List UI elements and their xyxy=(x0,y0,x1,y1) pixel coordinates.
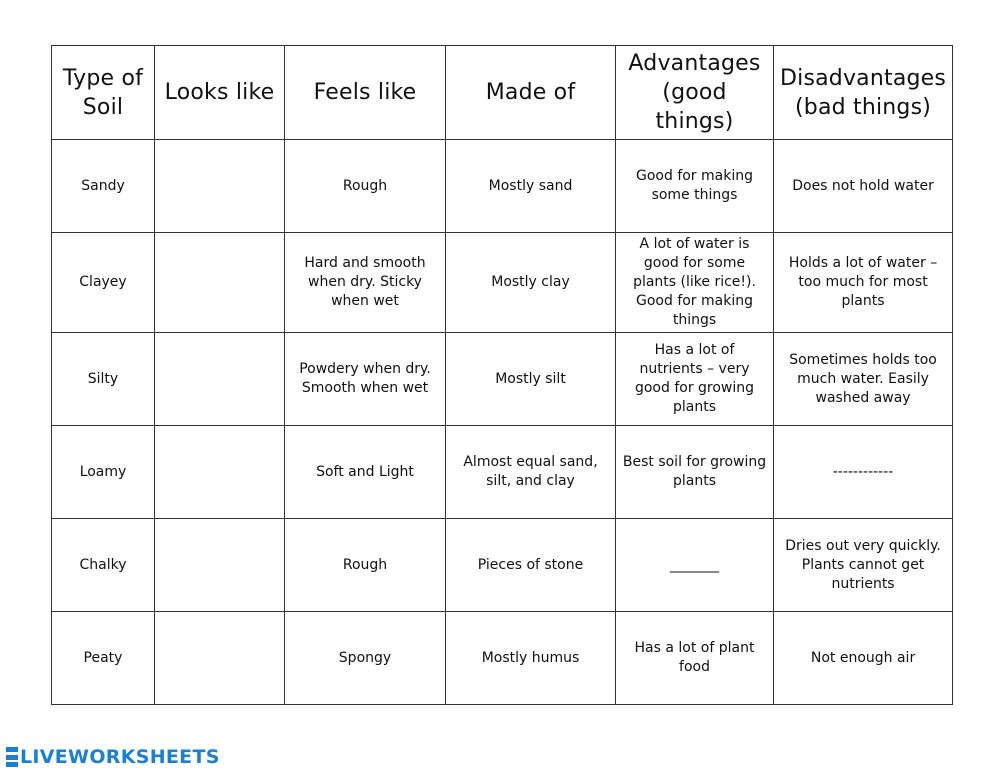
cell-made-of: Mostly humus xyxy=(446,612,616,705)
cell-disadvantages: Does not hold water xyxy=(774,140,953,233)
table-row-loamy xyxy=(52,426,953,519)
cell-disadvantages: Sometimes holds too much water. Easily washed away xyxy=(774,333,953,426)
cell-looks-like-answer[interactable] xyxy=(155,519,285,612)
brand-name: LIVEWORKSHEETS xyxy=(20,746,220,768)
cell-made-of: Mostly sand xyxy=(446,140,616,233)
cell-made-of: Mostly clay xyxy=(446,233,616,333)
cell-type: Chalky xyxy=(52,519,155,612)
cell-looks-like-answer[interactable] xyxy=(155,426,285,519)
cell-feels-like: Rough xyxy=(285,140,446,233)
header-advantages: Advantages (good things) xyxy=(616,46,774,140)
cell-feels-like: Spongy xyxy=(285,612,446,705)
cell-type: Clayey xyxy=(52,233,155,333)
cell-made-of: Mostly silt xyxy=(446,333,616,426)
cell-made-of: Almost equal sand, silt, and clay xyxy=(446,426,616,519)
cell-looks-like-answer[interactable] xyxy=(155,612,285,705)
cell-looks-like-answer[interactable] xyxy=(155,233,285,333)
cell-advantages: A lot of water is good for some plants (like rice!). Good for making things xyxy=(616,233,774,333)
cell-advantages: Has a lot of nutrients – very good for growing plants xyxy=(616,333,774,426)
cell-type: Sandy xyxy=(52,140,155,233)
header-type-of-soil: Type of Soil xyxy=(52,46,155,140)
cell-feels-like: Soft and Light xyxy=(285,426,446,519)
table-row-chalky xyxy=(52,519,953,612)
cell-type: Silty xyxy=(52,333,155,426)
cell-made-of: Pieces of stone xyxy=(446,519,616,612)
cell-feels-like: Hard and smooth when dry. Sticky when wet xyxy=(285,233,446,333)
cell-disadvantages: Holds a lot of water – too much for most plants xyxy=(774,233,953,333)
cell-feels-like: Rough xyxy=(285,519,446,612)
table-row-clayey xyxy=(52,233,953,333)
cell-advantages: _______ xyxy=(616,519,774,612)
cell-type: Loamy xyxy=(52,426,155,519)
cell-advantages: Best soil for growing plants xyxy=(616,426,774,519)
cell-feels-like: Powdery when dry. Smooth when wet xyxy=(285,333,446,426)
cell-looks-like-answer[interactable] xyxy=(155,333,285,426)
cell-disadvantages: ------------ xyxy=(774,426,953,519)
cell-disadvantages: Not enough air xyxy=(774,612,953,705)
cell-advantages: Good for making some things xyxy=(616,140,774,233)
soil-types-table xyxy=(51,45,953,705)
header-made-of: Made of xyxy=(446,46,616,140)
liveworksheets-mark-icon xyxy=(6,747,18,767)
header-disadvantages: Disadvantages (bad things) xyxy=(774,46,953,140)
table-row-silty xyxy=(52,333,953,426)
cell-looks-like-answer[interactable] xyxy=(155,140,285,233)
table-row-peaty xyxy=(52,612,953,705)
header-feels-like: Feels like xyxy=(285,46,446,140)
cell-type: Peaty xyxy=(52,612,155,705)
cell-disadvantages: Dries out very quickly. Plants cannot get nutrients xyxy=(774,519,953,612)
cell-advantages: Has a lot of plant food xyxy=(616,612,774,705)
table-row-sandy xyxy=(52,140,953,233)
header-row xyxy=(52,46,953,140)
header-looks-like: Looks like xyxy=(155,46,285,140)
liveworksheets-logo xyxy=(6,745,220,769)
